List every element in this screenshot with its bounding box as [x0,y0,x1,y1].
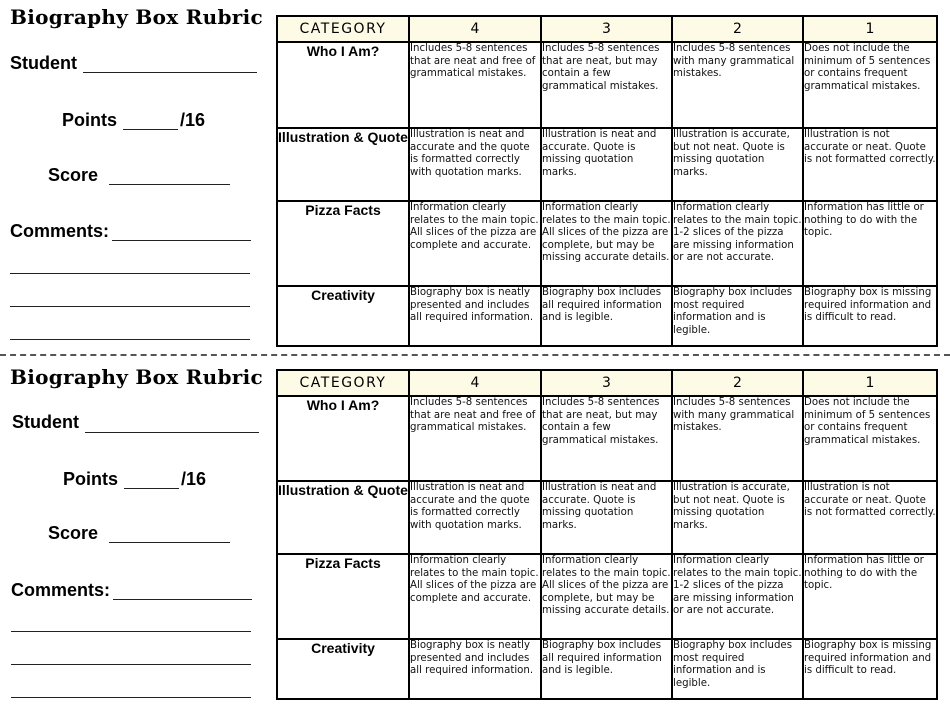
criteria-cell: Includes 5-8 sentences that are neat, but may contain a few grammatical mistakes. [541,42,672,128]
criteria-cell: Includes 5-8 sentences that are neat, but may contain a few grammatical mistakes. [541,396,672,481]
comments-line[interactable] [10,339,250,340]
criteria-cell: Includes 5-8 sentences with many grammatical mistakes. [672,42,803,128]
table-row [277,481,937,554]
score-label: Score [48,165,99,185]
level-header: 2 [672,16,803,42]
rubric-sheet-top [0,0,950,352]
level-header: 4 [409,370,541,396]
rubric-sheet-bottom [0,359,950,713]
criteria-cell: Illustration is neat and accurate and the quote is formatted correctly with quotation marks. [409,128,541,201]
criteria-cell: Information clearly relates to the main topic. 1-2 slices of the pizza are missing information or are not accurate. [672,554,803,639]
student-info-panel [0,359,270,713]
criteria-cell: Biography box is neatly presented and includes all required information. [409,639,541,699]
table-row [277,396,937,481]
criteria-cell: Information clearly relates to the main topic. All slices of the pizza are complete, but may be missing accurate details. [541,201,672,286]
criteria-cell: Information clearly relates to the main topic. All slices of the pizza are complete and accurate. [409,201,541,286]
student-label: Student [12,412,79,432]
comments-line[interactable] [10,273,250,274]
criteria-cell: Information clearly relates to the main topic. All slices of the pizza are complete, but may be missing accurate details. [541,554,672,639]
level-header: 3 [541,16,672,42]
comments-line[interactable] [11,631,251,632]
student-name-line[interactable] [85,432,259,433]
criteria-cell: Biography box includes most required information and is legible. [672,286,803,346]
category-cell: Pizza Facts [277,554,409,639]
rubric-table [276,369,938,700]
cut-line [0,354,950,356]
table-row [277,286,937,346]
category-cell: Who I Am? [277,42,409,128]
category-header: CATEGORY [277,16,409,42]
table-row [277,554,937,639]
criteria-cell: Includes 5-8 sentences that are neat and free of grammatical mistakes. [409,42,541,128]
category-header: CATEGORY [277,370,409,396]
criteria-cell: Illustration is accurate, but not neat. Quote is missing quotation marks. [672,481,803,554]
score-blank-line[interactable] [109,542,230,543]
criteria-cell: Biography box is missing required information and is difficult to read. [803,286,937,346]
table-row [277,201,937,286]
level-header: 2 [672,370,803,396]
comments-line[interactable] [112,240,251,241]
criteria-cell: Biography box includes most required information and is legible. [672,639,803,699]
level-header: 1 [803,370,937,396]
table-row [277,128,937,201]
criteria-cell: Includes 5-8 sentences that are neat and free of grammatical mistakes. [409,396,541,481]
score-blank-line[interactable] [109,184,230,185]
category-cell: Creativity [277,639,409,699]
level-header: 3 [541,370,672,396]
comments-line[interactable] [10,306,250,307]
header-row [277,16,937,42]
criteria-cell: Includes 5-8 sentences with many grammatical mistakes. [672,396,803,481]
points-blank-line[interactable] [124,488,179,489]
criteria-cell: Biography box is missing required information and is difficult to read. [803,639,937,699]
criteria-cell: Does not include the minimum of 5 sentences or contains frequent grammatical mistakes. [803,42,937,128]
criteria-cell: Illustration is not accurate or neat. Quote is not formatted correctly. [803,128,937,201]
category-cell: Who I Am? [277,396,409,481]
comments-line[interactable] [11,697,251,698]
criteria-cell: Illustration is neat and accurate. Quote is missing quotation marks. [541,128,672,201]
category-cell: Pizza Facts [277,201,409,286]
rubric-title: Biography Box Rubric [10,5,264,29]
rubric-table [276,15,938,347]
comments-line[interactable] [113,599,252,600]
points-label: Points [63,469,119,489]
rubric-title: Biography Box Rubric [10,365,264,389]
student-name-line[interactable] [83,72,257,73]
student-label: Student [10,53,77,73]
criteria-cell: Biography box includes all required information and is legible. [541,639,672,699]
student-info-panel [0,0,270,352]
comments-line[interactable] [11,664,251,665]
score-label: Score [48,523,99,543]
points-total: /16 [181,469,207,489]
category-cell: Illustration & Quote [277,481,409,554]
header-row [277,370,937,396]
criteria-cell: Information has little or nothing to do with the topic. [803,554,937,639]
comments-label: Comments: [10,221,110,241]
points-blank-line[interactable] [123,129,178,130]
level-header: 4 [409,16,541,42]
criteria-cell: Illustration is accurate, but not neat. Quote is missing quotation marks. [672,128,803,201]
category-cell: Creativity [277,286,409,346]
criteria-cell: Information clearly relates to the main topic. 1-2 slices of the pizza are missing information or are not accurate. [672,201,803,286]
category-cell: Illustration & Quote [277,128,409,201]
comments-label: Comments: [11,580,111,600]
criteria-cell: Illustration is not accurate or neat. Quote is not formatted correctly. [803,481,937,554]
criteria-cell: Information has little or nothing to do with the topic. [803,201,937,286]
criteria-cell: Illustration is neat and accurate. Quote is missing quotation marks. [541,481,672,554]
criteria-cell: Biography box is neatly presented and includes all required information. [409,286,541,346]
criteria-cell: Does not include the minimum of 5 sentences or contains frequent grammatical mistakes. [803,396,937,481]
criteria-cell: Information clearly relates to the main topic. All slices of the pizza are complete and accurate. [409,554,541,639]
criteria-cell: Biography box includes all required information and is legible. [541,286,672,346]
criteria-cell: Illustration is neat and accurate and the quote is formatted correctly with quotation marks. [409,481,541,554]
points-label: Points [62,110,118,130]
points-total: /16 [180,110,206,130]
level-header: 1 [803,16,937,42]
table-row [277,639,937,699]
table-row [277,42,937,128]
